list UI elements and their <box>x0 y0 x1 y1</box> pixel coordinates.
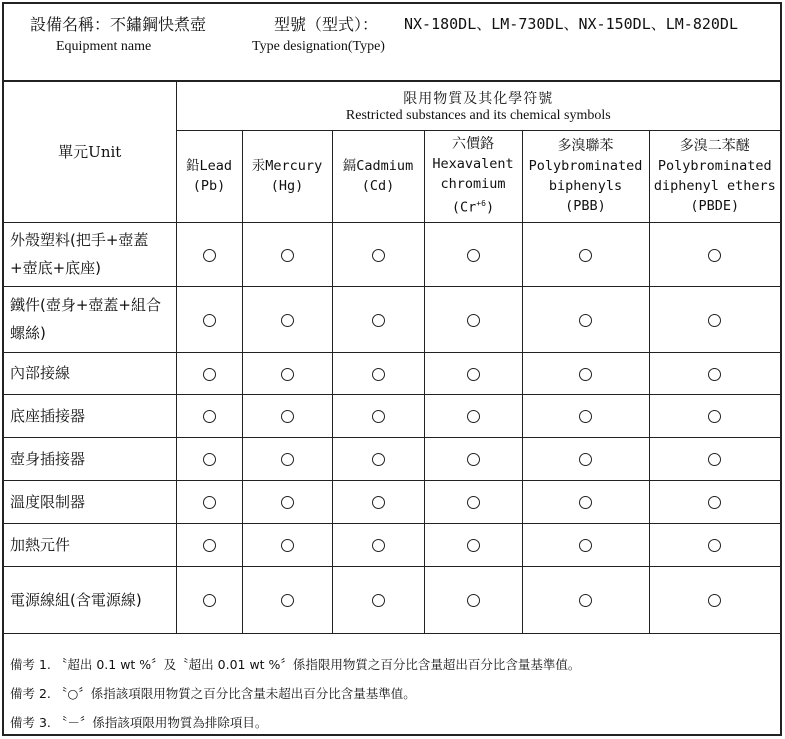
circle-mark-icon <box>467 594 480 607</box>
part-name: 壺身插接器 <box>4 437 176 480</box>
circle-mark-icon <box>579 249 592 262</box>
part-name: 電源線組(含電源線) <box>4 566 176 633</box>
compliance-cell <box>242 523 332 566</box>
equipment-name-en: Equipment name <box>56 39 152 54</box>
table-row <box>4 523 780 566</box>
circle-mark-icon <box>372 410 385 423</box>
circle-mark-icon <box>203 453 216 466</box>
circle-mark-icon <box>372 314 385 327</box>
compliance-cell <box>649 523 780 566</box>
circle-mark-icon <box>203 539 216 552</box>
part-name: 溫度限制器 <box>4 480 176 523</box>
substance-pbb: 多溴聯苯 Polybrominated biphenyls (PBB) <box>522 130 649 222</box>
circle-mark-icon <box>579 496 592 509</box>
compliance-cell <box>176 480 242 523</box>
table-row <box>4 352 780 394</box>
circle-mark-icon <box>708 453 721 466</box>
circle-mark-icon <box>579 539 592 552</box>
rohs-declaration-sheet <box>2 2 782 736</box>
substance-lead: 鉛Lead (Pb) <box>176 130 242 222</box>
compliance-cell <box>424 523 522 566</box>
circle-mark-icon <box>579 368 592 381</box>
compliance-cell <box>176 394 242 437</box>
compliance-cell <box>242 286 332 352</box>
substance-cadmium: 鎘Cadmium (Cd) <box>332 130 424 222</box>
part-name: 內部接線 <box>4 352 176 394</box>
circle-mark-icon <box>281 249 294 262</box>
circle-mark-icon <box>281 539 294 552</box>
compliance-cell <box>522 394 649 437</box>
substance-mercury: 汞Mercury (Hg) <box>242 130 332 222</box>
circle-mark-icon <box>579 314 592 327</box>
compliance-cell <box>332 480 424 523</box>
part-name: 加熱元件 <box>4 523 176 566</box>
compliance-cell <box>176 437 242 480</box>
circle-mark-icon <box>203 249 216 262</box>
substance-hexavalent-chromium: 六價鉻 Hexavalent chromium $(Cr^{+6})$ <box>424 130 522 222</box>
substance-pbde: 多溴二苯醚 Polybrominated diphenyl ethers (PBDE) <box>649 130 780 222</box>
circle-mark-icon <box>467 539 480 552</box>
circle-mark-icon <box>708 249 721 262</box>
compliance-cell <box>522 437 649 480</box>
circle-mark-icon <box>372 594 385 607</box>
compliance-cell <box>332 523 424 566</box>
circle-mark-icon <box>203 496 216 509</box>
circle-mark-icon <box>203 368 216 381</box>
compliance-cell <box>522 523 649 566</box>
compliance-cell <box>424 394 522 437</box>
circle-mark-icon <box>467 496 480 509</box>
table-row <box>4 480 780 523</box>
compliance-cell <box>649 222 780 286</box>
compliance-cell <box>176 286 242 352</box>
compliance-cell <box>649 480 780 523</box>
circle-mark-icon <box>203 410 216 423</box>
compliance-cell <box>649 566 780 633</box>
circle-mark-icon <box>372 368 385 381</box>
circle-mark-icon <box>281 594 294 607</box>
table-row <box>4 286 780 352</box>
table-row <box>4 437 780 480</box>
circle-mark-icon <box>579 453 592 466</box>
model-list: NX-180DL、LM-730DL、NX-150DL、LM-820DL <box>404 15 738 33</box>
compliance-cell <box>332 286 424 352</box>
circle-mark-icon <box>372 539 385 552</box>
circle-mark-icon <box>708 496 721 509</box>
circle-mark-icon <box>708 314 721 327</box>
circle-mark-icon <box>281 314 294 327</box>
compliance-cell <box>332 352 424 394</box>
compliance-cell <box>649 286 780 352</box>
compliance-cell <box>424 222 522 286</box>
note-2: 備考 2. 〝○〞係指該項限用物質之百分比含量未超出百分比含量基準值。 <box>10 686 416 701</box>
compliance-cell <box>522 352 649 394</box>
compliance-cell <box>176 523 242 566</box>
part-name: 外殼塑料(把手+壺蓋+壺底+底座) <box>4 222 176 286</box>
circle-mark-icon <box>203 594 216 607</box>
compliance-cell <box>242 222 332 286</box>
equipment-name-zh: 設備名稱：不鏽鋼快煮壺 <box>30 15 207 34</box>
compliance-cell <box>522 222 649 286</box>
type-designation-zh: 型號（型式）： <box>274 15 379 34</box>
circle-mark-icon <box>372 453 385 466</box>
compliance-cell <box>522 480 649 523</box>
compliance-cell <box>649 394 780 437</box>
compliance-cell <box>332 222 424 286</box>
compliance-cell <box>424 437 522 480</box>
compliance-cell <box>424 286 522 352</box>
compliance-cell <box>242 480 332 523</box>
notes-section <box>4 650 780 737</box>
circle-mark-icon <box>372 496 385 509</box>
circle-mark-icon <box>708 368 721 381</box>
compliance-cell <box>176 222 242 286</box>
compliance-cell <box>424 566 522 633</box>
note-3: 備考 3. 〝－〞係指該項限用物質為排除項目。 <box>10 715 268 730</box>
circle-mark-icon <box>467 453 480 466</box>
substance-table <box>4 82 780 634</box>
circle-mark-icon <box>467 314 480 327</box>
compliance-cell <box>176 352 242 394</box>
compliance-cell <box>332 437 424 480</box>
circle-mark-icon <box>281 453 294 466</box>
compliance-cell <box>522 286 649 352</box>
compliance-cell <box>242 394 332 437</box>
table-row <box>4 394 780 437</box>
compliance-cell <box>424 352 522 394</box>
table-row <box>4 566 780 633</box>
part-name: 鐵件(壺身+壺蓋+組合螺絲) <box>4 286 176 352</box>
circle-mark-icon <box>281 496 294 509</box>
circle-mark-icon <box>579 410 592 423</box>
circle-mark-icon <box>281 368 294 381</box>
circle-mark-icon <box>203 314 216 327</box>
compliance-cell <box>242 566 332 633</box>
circle-mark-icon <box>708 594 721 607</box>
unit-header: 單元Unit <box>4 82 176 222</box>
compliance-cell <box>424 480 522 523</box>
circle-mark-icon <box>708 410 721 423</box>
restricted-substances-header: 限用物質及其化學符號 Restricted substances and its chemical symbols <box>176 82 780 130</box>
circle-mark-icon <box>708 539 721 552</box>
compliance-cell <box>242 352 332 394</box>
compliance-cell <box>332 394 424 437</box>
circle-mark-icon <box>372 249 385 262</box>
note-1: 備考 1. 〝超出 0.1 wt %〞及〝超出 0.01 wt %〞係指限用物質之百分比含量超出百分比含量基準值。 <box>10 657 581 672</box>
header <box>4 4 780 82</box>
compliance-cell <box>176 566 242 633</box>
circle-mark-icon <box>467 368 480 381</box>
compliance-cell <box>649 352 780 394</box>
table-row <box>4 222 780 286</box>
circle-mark-icon <box>467 249 480 262</box>
compliance-cell <box>332 566 424 633</box>
compliance-cell <box>649 437 780 480</box>
circle-mark-icon <box>467 410 480 423</box>
part-name: 底座插接器 <box>4 394 176 437</box>
compliance-cell <box>522 566 649 633</box>
type-designation-en: Type designation(Type) <box>252 39 385 54</box>
compliance-cell <box>242 437 332 480</box>
circle-mark-icon <box>579 594 592 607</box>
circle-mark-icon <box>281 410 294 423</box>
